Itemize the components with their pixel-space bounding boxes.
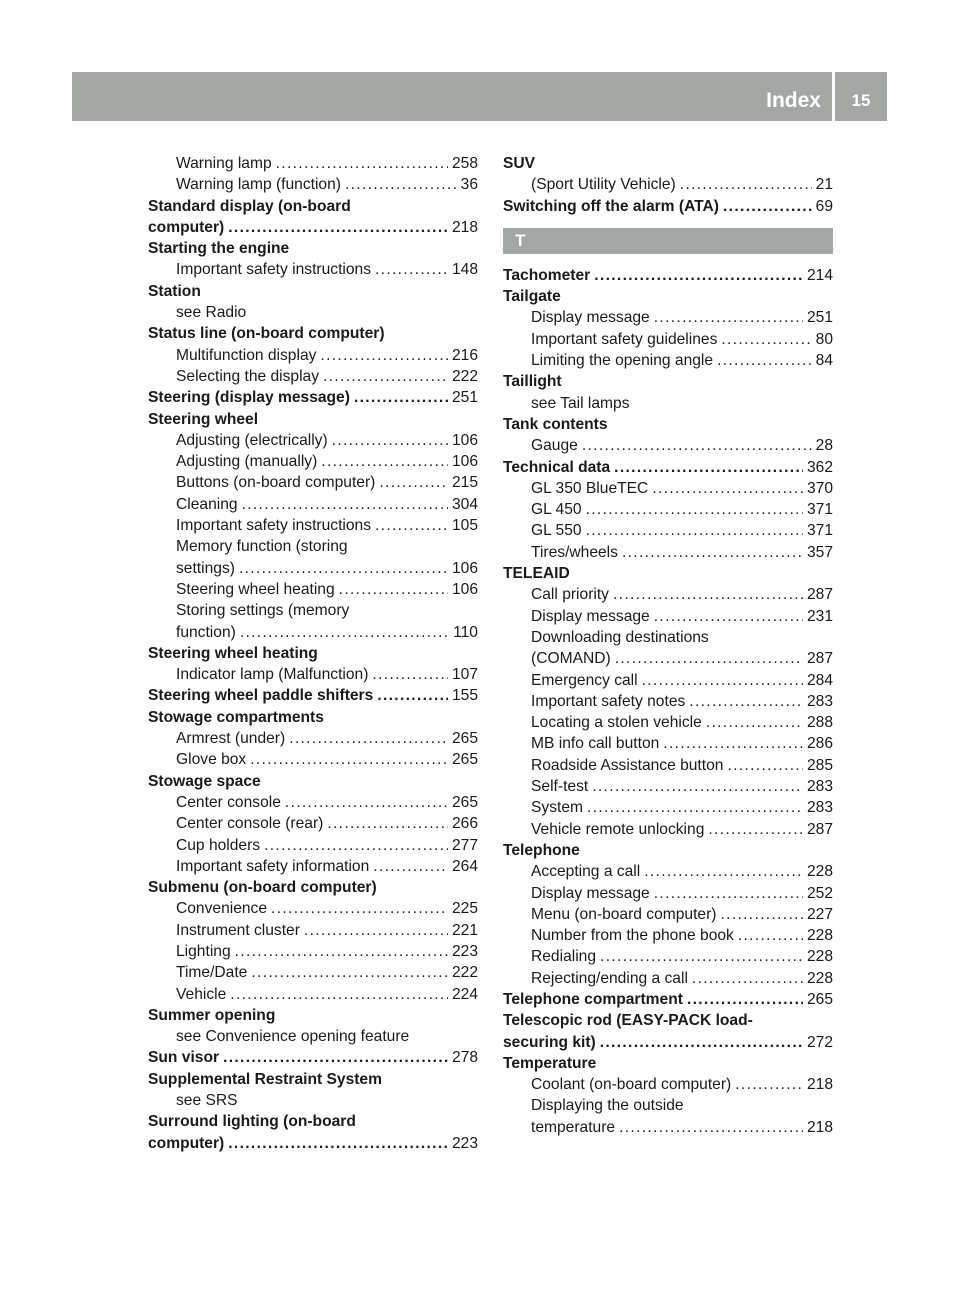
dot-leader — [354, 387, 448, 408]
index-entry — [148, 174, 478, 195]
index-entry — [503, 733, 833, 754]
index-entry-page: 223 — [451, 1134, 478, 1152]
dot-leader — [642, 670, 803, 691]
index-entry-page: 105 — [451, 517, 478, 535]
index-entry-page: 231 — [806, 607, 833, 625]
dot-leader — [735, 1074, 803, 1095]
index-entry-term: Lighting — [176, 942, 231, 960]
index-entry-term: Display message — [531, 884, 650, 902]
dot-leader — [276, 153, 448, 174]
index-entry-page: 228 — [806, 927, 833, 945]
index-entry-page: 221 — [451, 921, 478, 939]
index-entry-term: Tires/wheels — [531, 543, 618, 561]
index-entry — [503, 946, 833, 967]
index-entry: Storing settings (memory — [176, 602, 350, 620]
dot-leader — [264, 835, 448, 856]
index-entry: Stowage space — [148, 772, 261, 790]
index-entry-term: securing kit) — [503, 1033, 596, 1051]
index-entry-page: 283 — [806, 799, 833, 817]
dot-leader — [285, 792, 448, 813]
index-entry-page: 148 — [451, 261, 478, 279]
index-entry — [503, 457, 833, 478]
index-entry: SUV — [503, 155, 536, 172]
index-entry-page: 107 — [451, 666, 478, 684]
dot-leader — [644, 861, 803, 882]
dot-leader — [692, 968, 803, 989]
index-entry-page: 277 — [451, 836, 478, 854]
index-entry — [503, 499, 833, 520]
index-entry — [148, 856, 478, 877]
index-entry-term: Call priority — [531, 586, 609, 604]
index-entry-page: 110 — [453, 623, 478, 641]
index-entry: Supplemental Restraint System — [148, 1070, 382, 1088]
index-entry-page: 28 — [815, 437, 833, 455]
index-entry-term: GL 550 — [531, 522, 582, 540]
index-entry-page: 106 — [451, 580, 478, 598]
index-entry-page: 370 — [806, 479, 833, 497]
index-entry-term: Gauge — [531, 437, 578, 455]
index-entry-term: Steering wheel paddle shifters — [148, 687, 374, 705]
section-letter-band: T — [503, 228, 833, 254]
index-entry-term: Accepting a call — [531, 863, 641, 881]
dot-leader — [239, 558, 448, 579]
index-entry-page: 265 — [451, 730, 478, 748]
index-column-left — [148, 153, 478, 1154]
index-entry: Stowage compartments — [148, 708, 324, 726]
index-entry — [148, 153, 478, 174]
dot-leader — [377, 685, 448, 706]
index-entry-term: Cup holders — [176, 836, 261, 854]
index-entry-term: Convenience — [176, 900, 268, 918]
index-entry-term: Indicator lamp (Malfunction) — [176, 666, 369, 684]
index-entry-page: 251 — [451, 389, 478, 407]
index-entry — [148, 472, 478, 493]
index-entry: Station — [148, 282, 201, 300]
index-entry-term: Self-test — [531, 778, 589, 796]
index-entry-term: Center console (rear) — [176, 815, 324, 833]
index-entry-page: 223 — [451, 942, 478, 960]
page-header — [72, 72, 887, 121]
index-column-right — [503, 153, 833, 1138]
index-entry — [148, 1047, 478, 1068]
dot-leader — [304, 920, 448, 941]
index-entry-page: 287 — [806, 820, 833, 838]
index-entry-term: System — [531, 799, 583, 817]
dot-leader — [323, 366, 448, 387]
index-entry-page: 286 — [806, 735, 833, 753]
index-entry-term: Emergency call — [531, 671, 638, 689]
dot-leader — [345, 174, 457, 195]
index-entry — [148, 366, 478, 387]
index-entry — [503, 1074, 833, 1095]
index-entry: see Convenience opening feature — [176, 1028, 410, 1046]
dot-leader — [614, 457, 803, 478]
index-entry — [503, 350, 833, 371]
dot-leader — [663, 733, 803, 754]
dot-leader — [594, 265, 803, 286]
index-entry — [503, 584, 833, 605]
dot-leader — [235, 941, 448, 962]
dot-leader — [373, 856, 448, 877]
index-entry-page: 283 — [806, 692, 833, 710]
dot-leader — [689, 691, 803, 712]
index-entry-page: 266 — [451, 815, 478, 833]
dot-leader — [654, 883, 803, 904]
dot-leader — [708, 819, 803, 840]
dot-leader — [587, 797, 803, 818]
dot-leader — [339, 579, 448, 600]
index-entry — [148, 494, 478, 515]
index-entry — [503, 989, 833, 1010]
dot-leader — [721, 329, 811, 350]
index-entry-term: Roadside Assistance button — [531, 756, 724, 774]
dot-leader — [332, 430, 448, 451]
index-entry-term: Limiting the opening angle — [531, 352, 714, 370]
index-entry-term: Tachometer — [503, 266, 591, 284]
index-entry-page: 258 — [451, 155, 478, 172]
index-entry: see Radio — [176, 304, 247, 322]
index-entry-term: Technical data — [503, 458, 611, 476]
dot-leader — [687, 989, 803, 1010]
dot-leader — [600, 946, 803, 967]
index-entry-term: Time/Date — [176, 964, 248, 982]
index-entry-term: Adjusting (electrically) — [176, 431, 328, 449]
index-entry-term: Vehicle — [176, 985, 227, 1003]
index-entry: Memory function (storing — [176, 538, 348, 556]
dot-leader — [613, 584, 803, 605]
index-entry — [503, 670, 833, 691]
index-entry-term: Instrument cluster — [176, 921, 300, 939]
index-entry — [148, 685, 478, 706]
index-entry: Standard display (on-board — [148, 197, 351, 215]
index-entry-page: 218 — [806, 1076, 833, 1094]
index-entry-term: Important safety instructions — [176, 517, 372, 535]
index-entry-page: 252 — [806, 884, 833, 902]
dot-leader — [228, 217, 448, 238]
dot-leader — [327, 813, 448, 834]
index-entry — [148, 259, 478, 280]
index-entry-page: 218 — [806, 1118, 833, 1136]
index-entry — [503, 1032, 833, 1053]
index-entry-term: Adjusting (manually) — [176, 453, 318, 471]
index-entry — [148, 920, 478, 941]
index-entry-term: Number from the phone book — [531, 927, 734, 945]
index-entry — [503, 329, 833, 350]
index-entry — [148, 217, 478, 238]
index-entry — [148, 387, 478, 408]
index-entry-page: 69 — [815, 197, 833, 215]
index-entry-page: 80 — [815, 330, 833, 348]
index-entry-term: Important safety instructions — [176, 261, 372, 279]
index-entry-term: GL 450 — [531, 501, 582, 519]
index-entry — [503, 712, 833, 733]
index-entry — [503, 925, 833, 946]
page-number: 15 — [851, 91, 871, 110]
index-entry-page: 278 — [451, 1049, 478, 1067]
index-entry — [148, 664, 478, 685]
index-entry-page: 272 — [806, 1033, 833, 1051]
dot-leader — [320, 345, 448, 366]
index-entry: Downloading destinations — [531, 628, 709, 646]
dot-leader — [250, 749, 448, 770]
index-entry-page: 215 — [451, 474, 478, 492]
index-entry-page: 264 — [451, 857, 478, 875]
index-entry-page: 287 — [806, 650, 833, 668]
index-entry — [148, 728, 478, 749]
index-entry-page: 218 — [451, 218, 478, 236]
index-entry-page: 251 — [806, 309, 833, 327]
index-entry: TELEAID — [503, 565, 570, 583]
dot-leader — [582, 435, 812, 456]
index-entry-term: Warning lamp — [176, 155, 272, 172]
dot-leader — [619, 1117, 803, 1138]
index-entry-term: Warning lamp (function) — [176, 176, 341, 194]
index-entry-term: Locating a stolen vehicle — [531, 714, 702, 732]
index-entry — [503, 968, 833, 989]
dot-leader — [586, 520, 803, 541]
index-entry-term: MB info call button — [531, 735, 660, 753]
index-entry-term: Menu (on-board computer) — [531, 905, 717, 923]
index-entry — [148, 430, 478, 451]
index-entry — [148, 749, 478, 770]
index-entry — [503, 883, 833, 904]
index-entry-term: Redialing — [531, 948, 597, 966]
index-entry: Displaying the outside — [531, 1097, 684, 1115]
index-entry: Submenu (on-board computer) — [148, 879, 377, 897]
index-entry-term: Switching off the alarm (ATA) — [503, 197, 719, 215]
index-entry-page: 285 — [806, 756, 833, 774]
index-entry-page: 283 — [806, 778, 833, 796]
index-entry-term: Coolant (on-board computer) — [531, 1076, 732, 1094]
index-entry-page: 371 — [806, 522, 833, 540]
dot-leader — [622, 542, 803, 563]
index-entry-term: Rejecting/ending a call — [531, 969, 688, 987]
index-entry-page: 216 — [451, 346, 478, 364]
index-entry-page: 265 — [806, 990, 833, 1008]
index-entry-term: (COMAND) — [531, 650, 611, 668]
index-entry-page: 222 — [451, 367, 478, 385]
index-entry — [503, 435, 833, 456]
index-entry-page: 106 — [451, 453, 478, 471]
dot-leader — [723, 196, 812, 217]
index-entry — [148, 622, 478, 643]
index-entry-page: 214 — [806, 266, 833, 284]
index-entry-term: Buttons (on-board computer) — [176, 474, 376, 492]
index-entry: Telephone — [503, 841, 580, 859]
index-entry-page: 155 — [451, 687, 478, 705]
dot-leader — [652, 478, 803, 499]
dot-leader — [720, 904, 802, 925]
dot-leader — [372, 664, 448, 685]
index-entry-page: 362 — [806, 458, 833, 476]
index-entry-term: function) — [176, 623, 236, 641]
index-entry-term: Selecting the display — [176, 367, 320, 385]
index-entry — [503, 606, 833, 627]
index-entry-term: Important safety guidelines — [531, 330, 718, 348]
index-entry-page: 36 — [460, 176, 478, 194]
dot-leader — [592, 776, 803, 797]
index-entry-term: Armrest (under) — [176, 730, 286, 748]
index-entry-term: Vehicle remote unlocking — [531, 820, 705, 838]
dot-leader — [228, 1133, 448, 1154]
index-entry-term: Multifunction display — [176, 346, 317, 364]
dot-leader — [706, 712, 803, 733]
index-entry-term: Steering wheel heating — [176, 580, 335, 598]
index-entry-page: 227 — [806, 905, 833, 923]
index-entry-page: 304 — [451, 495, 478, 513]
index-entry-page: 106 — [451, 431, 478, 449]
index-entry-term: GL 350 BlueTEC — [531, 479, 649, 497]
dot-leader — [251, 962, 448, 983]
index-entry-term: Important safety notes — [531, 692, 686, 710]
index-entry — [503, 520, 833, 541]
index-entry-page: 287 — [806, 586, 833, 604]
index-entry — [148, 515, 478, 536]
index-entry-term: Center console — [176, 793, 281, 811]
index-entry: Surround lighting (on-board — [148, 1113, 356, 1131]
index-entry-term: computer) — [148, 218, 225, 236]
index-entry-page: 222 — [451, 964, 478, 982]
index-entry — [503, 196, 833, 217]
index-entry — [148, 813, 478, 834]
index-entry — [148, 984, 478, 1005]
index-entry-page: 106 — [451, 559, 478, 577]
dot-leader — [375, 515, 448, 536]
index-entry-page: 228 — [806, 863, 833, 881]
index-entry — [503, 307, 833, 328]
index-entry-page: 265 — [451, 793, 478, 811]
index-entry-page: 225 — [451, 900, 478, 918]
index-entry-term: Glove box — [176, 751, 247, 769]
index-entry-page: 228 — [806, 969, 833, 987]
index-entry — [503, 797, 833, 818]
index-entry-term: Steering (display message) — [148, 389, 350, 407]
index-entry — [503, 542, 833, 563]
index-entry-term: computer) — [148, 1134, 225, 1152]
index-entry: Temperature — [503, 1054, 597, 1072]
dot-leader — [586, 499, 803, 520]
dot-leader — [680, 174, 812, 195]
dot-leader — [727, 755, 803, 776]
index-entry: see SRS — [176, 1092, 238, 1110]
index-entry-term: Display message — [531, 607, 650, 625]
index-entry — [503, 904, 833, 925]
index-entry-term: Cleaning — [176, 495, 238, 513]
index-entry-term: temperature — [531, 1118, 616, 1136]
index-entry-page: 284 — [806, 671, 833, 689]
index-entry — [503, 174, 833, 195]
index-entry — [148, 1133, 478, 1154]
index-entry-page: 288 — [806, 714, 833, 732]
index-entry-page: 228 — [806, 948, 833, 966]
index-entry-page: 21 — [815, 176, 833, 194]
index-entry-page: 371 — [806, 501, 833, 519]
index-entry — [148, 941, 478, 962]
index-entry — [148, 579, 478, 600]
index-entry-term: settings) — [176, 559, 235, 577]
dot-leader — [230, 984, 448, 1005]
index-entry — [503, 478, 833, 499]
index-entry — [148, 835, 478, 856]
index-entry-page: 265 — [451, 751, 478, 769]
index-entry — [503, 691, 833, 712]
section-title: Index — [766, 89, 821, 112]
dot-leader — [600, 1032, 803, 1053]
index-entry: Taillight — [503, 373, 562, 391]
index-entry — [148, 898, 478, 919]
index-entry-page: 224 — [451, 985, 478, 1003]
index-entry — [148, 558, 478, 579]
dot-leader — [654, 606, 803, 627]
index-entry — [503, 861, 833, 882]
index-entry: Tank contents — [503, 415, 608, 433]
index-entry-page: 84 — [815, 352, 833, 370]
index-entry-term: (Sport Utility Vehicle) — [531, 176, 676, 194]
index-entry: Steering wheel heating — [148, 644, 318, 662]
dot-leader — [240, 622, 449, 643]
index-entry-term: Important safety information — [176, 857, 370, 875]
index-entry: see Tail lamps — [531, 394, 630, 412]
dot-leader — [271, 898, 448, 919]
index-entry — [503, 648, 833, 669]
index-entry-page: 357 — [806, 543, 833, 561]
dot-leader — [242, 494, 448, 515]
index-entry-term: Display message — [531, 309, 650, 327]
dot-leader — [289, 728, 448, 749]
dot-leader — [223, 1047, 448, 1068]
index-entry: Tailgate — [503, 288, 561, 306]
dot-leader — [654, 307, 803, 328]
dot-leader — [375, 259, 448, 280]
index-entry: Steering wheel — [148, 410, 259, 428]
dot-leader — [738, 925, 803, 946]
index-entry — [503, 1117, 833, 1138]
index-entry: Telescopic rod (EASY-PACK load- — [503, 1012, 753, 1030]
index-entry — [503, 819, 833, 840]
index-entry — [148, 792, 478, 813]
index-entry-term: Telephone compartment — [503, 990, 683, 1008]
index-entry — [148, 451, 478, 472]
index-entry — [503, 265, 833, 286]
index-entry: Status line (on-board computer) — [148, 325, 385, 343]
index-entry — [503, 755, 833, 776]
dot-leader — [717, 350, 812, 371]
index-entry — [503, 776, 833, 797]
index-entry — [148, 345, 478, 366]
index-entry: Starting the engine — [148, 240, 290, 258]
dot-leader — [321, 451, 448, 472]
index-entry: Summer opening — [148, 1006, 276, 1024]
dot-leader — [615, 648, 803, 669]
dot-leader — [379, 472, 448, 493]
index-entry — [148, 962, 478, 983]
index-entry-term: Sun visor — [148, 1049, 220, 1067]
